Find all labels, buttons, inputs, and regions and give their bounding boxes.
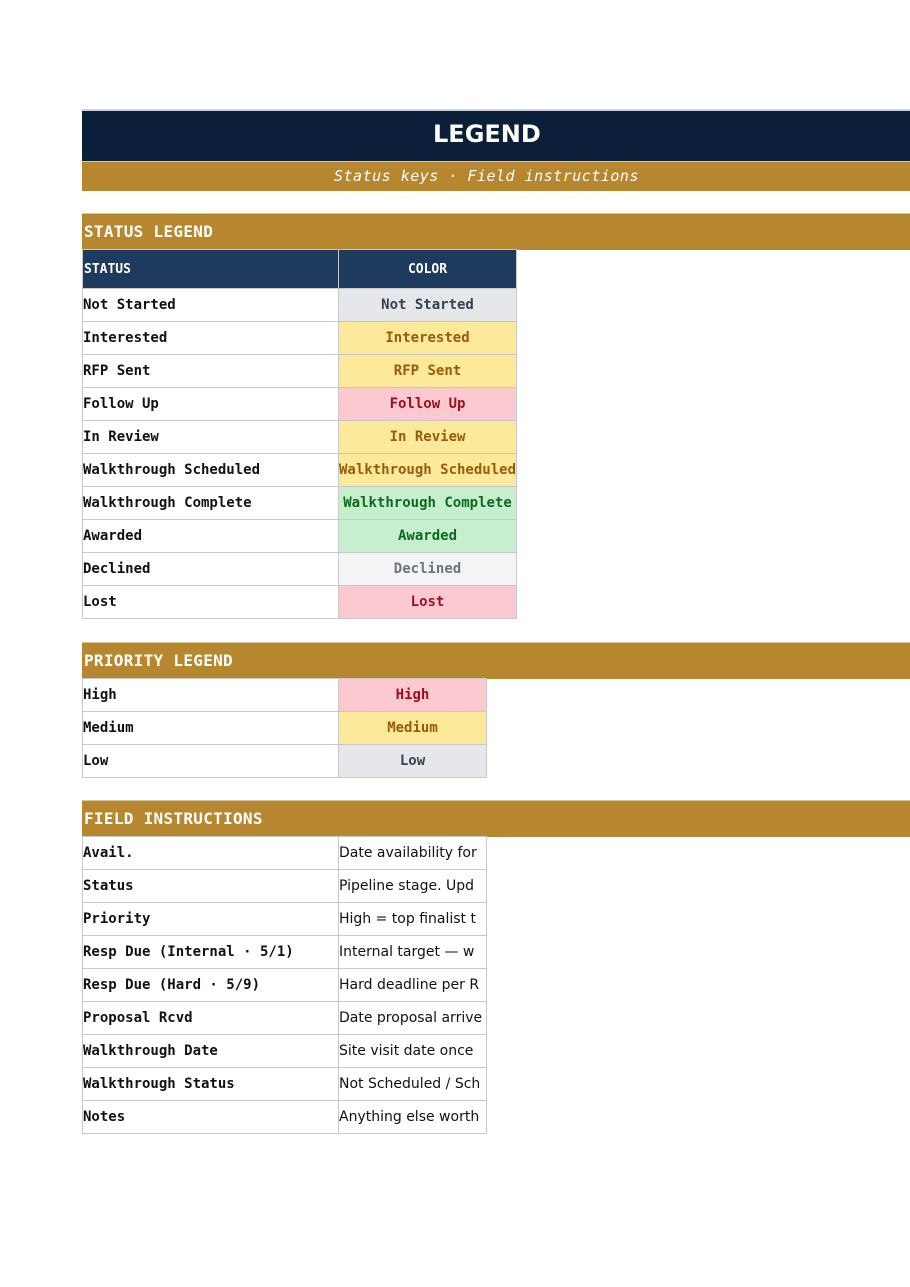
status-row-label[interactable]: Interested [83, 322, 339, 355]
status-legend-header [82, 213, 910, 250]
field-instruction-row [83, 870, 487, 903]
field-instruction-row [83, 936, 487, 969]
status-row-color-swatch[interactable]: Not Started [339, 289, 517, 322]
status-row-color-swatch[interactable]: Walkthrough Scheduled [339, 454, 517, 487]
field-name-cell[interactable]: Priority [83, 903, 339, 936]
field-instruction-row [83, 969, 487, 1002]
field-name-cell[interactable]: Walkthrough Status [83, 1068, 339, 1101]
field-name-cell[interactable]: Resp Due (Hard · 5/9) [83, 969, 339, 1002]
status-row-label[interactable]: Not Started [83, 289, 339, 322]
status-row-color-swatch[interactable]: Follow Up [339, 388, 517, 421]
color-column-header[interactable]: COLOR [339, 250, 517, 289]
field-instruction-cell[interactable]: Anything else worth [339, 1101, 487, 1134]
status-row-label[interactable]: Declined [83, 553, 339, 586]
status-row-label[interactable]: Walkthrough Complete [83, 487, 339, 520]
field-name-cell[interactable]: Status [83, 870, 339, 903]
subtitle-banner [82, 161, 910, 191]
status-row [83, 586, 517, 619]
field-instruction-row [83, 1002, 487, 1035]
field-instruction-cell[interactable]: Date proposal arrive [339, 1002, 487, 1035]
status-legend-header-row [83, 250, 517, 289]
field-instruction-cell[interactable]: Date availability for [339, 837, 487, 870]
field-instruction-cell[interactable]: High = top finalist t [339, 903, 487, 936]
priority-row [83, 679, 487, 712]
status-row-color-swatch[interactable]: Walkthrough Complete [339, 487, 517, 520]
field-instruction-row [83, 1068, 487, 1101]
priority-legend-title: PRIORITY LEGEND [84, 651, 233, 670]
status-legend-table [82, 249, 517, 619]
status-column-header[interactable]: STATUS [83, 250, 339, 289]
field-instruction-row [83, 903, 487, 936]
field-instruction-row [83, 1035, 487, 1068]
status-row-label[interactable]: In Review [83, 421, 339, 454]
title-banner [82, 109, 910, 163]
field-instruction-row [83, 837, 487, 870]
status-row-label[interactable]: Follow Up [83, 388, 339, 421]
status-row-color-swatch[interactable]: Awarded [339, 520, 517, 553]
status-row [83, 553, 517, 586]
status-row [83, 454, 517, 487]
priority-row [83, 712, 487, 745]
field-instruction-cell[interactable]: Hard deadline per R [339, 969, 487, 1002]
priority-row-color-swatch[interactable]: Low [339, 745, 487, 778]
status-row-label[interactable]: Walkthrough Scheduled [83, 454, 339, 487]
field-instructions-header [82, 800, 910, 837]
priority-row [83, 745, 487, 778]
status-row-label[interactable]: Awarded [83, 520, 339, 553]
status-row-color-swatch[interactable]: In Review [339, 421, 517, 454]
field-instructions-table [82, 836, 487, 1134]
status-row [83, 520, 517, 553]
priority-row-label[interactable]: Low [83, 745, 339, 778]
field-name-cell[interactable]: Notes [83, 1101, 339, 1134]
status-row [83, 289, 517, 322]
status-row-label[interactable]: Lost [83, 586, 339, 619]
status-row-color-swatch[interactable]: RFP Sent [339, 355, 517, 388]
field-name-cell[interactable]: Walkthrough Date [83, 1035, 339, 1068]
status-row [83, 322, 517, 355]
field-name-cell[interactable]: Proposal Rcvd [83, 1002, 339, 1035]
priority-legend-header [82, 642, 910, 679]
status-row-color-swatch[interactable]: Interested [339, 322, 517, 355]
field-name-cell[interactable]: Avail. [83, 837, 339, 870]
field-name-cell[interactable]: Resp Due (Internal · 5/1) [83, 936, 339, 969]
field-instruction-row [83, 1101, 487, 1134]
field-instruction-cell[interactable]: Site visit date once [339, 1035, 487, 1068]
status-row [83, 421, 517, 454]
priority-legend-table [82, 678, 487, 778]
priority-row-color-swatch[interactable]: Medium [339, 712, 487, 745]
field-instruction-cell[interactable]: Internal target — w [339, 936, 487, 969]
field-instruction-cell[interactable]: Not Scheduled / Sch [339, 1068, 487, 1101]
priority-row-color-swatch[interactable]: High [339, 679, 487, 712]
sheet-subtitle: Status keys · Field instructions [334, 167, 639, 185]
status-row [83, 355, 517, 388]
status-row-label[interactable]: RFP Sent [83, 355, 339, 388]
sheet-title: LEGEND [433, 120, 541, 148]
priority-row-label[interactable]: High [83, 679, 339, 712]
status-row [83, 487, 517, 520]
status-legend-title: STATUS LEGEND [84, 222, 214, 241]
field-instructions-title: FIELD INSTRUCTIONS [84, 809, 263, 828]
priority-row-label[interactable]: Medium [83, 712, 339, 745]
field-instruction-cell[interactable]: Pipeline stage. Upd [339, 870, 487, 903]
status-row [83, 388, 517, 421]
status-row-color-swatch[interactable]: Lost [339, 586, 517, 619]
status-row-color-swatch[interactable]: Declined [339, 553, 517, 586]
